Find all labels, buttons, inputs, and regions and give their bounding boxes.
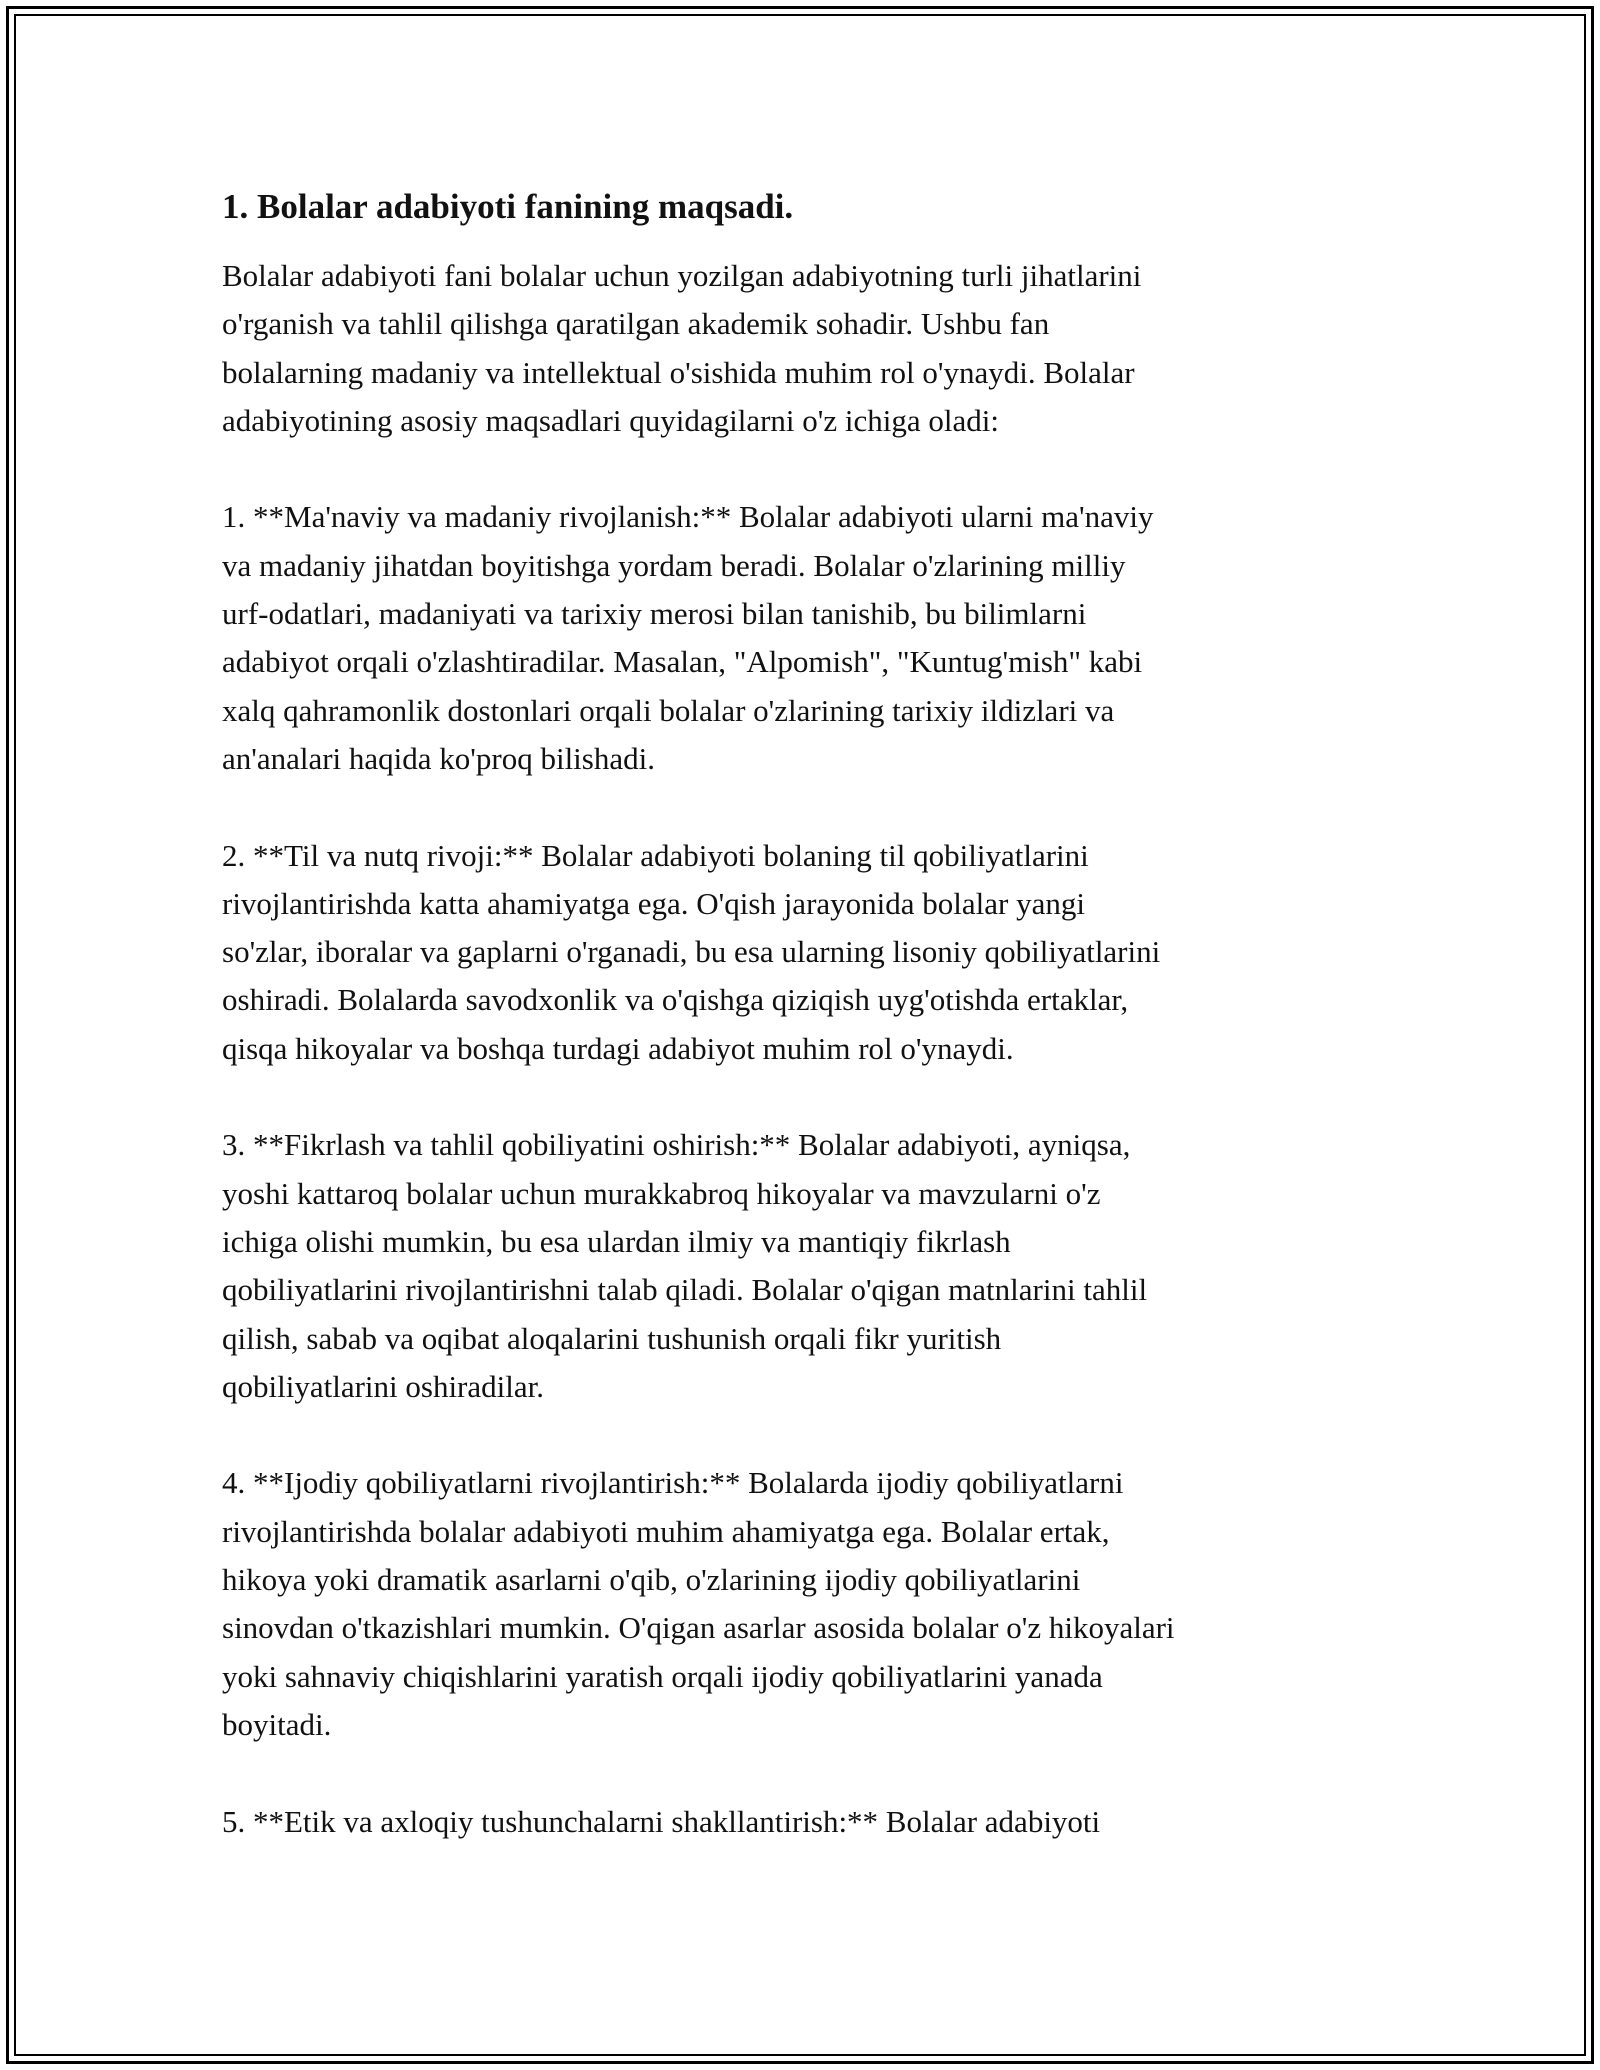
document-body bbox=[222, 184, 1402, 1846]
list-item-2: 2. **Til va nutq rivoji:** Bolalar adabiyoti bolaning til qobiliyatlarini rivojlantirishda katta ahamiyatga ega. O'qish jarayonida bolalar yangi so'zlar, iboralar va gaplarni o'rganadi, bu esa ularning lisoniy qobiliyatlarini oshiradi. Bolalarda savodxonlik va o'qishga qiziqish uyg'otishda ertaklar, qisqa hikoyalar va boshqa turdagi adabiyot muhim rol o'ynaydi. bbox=[222, 837, 1161, 1066]
list-item-3: 3. **Fikrlash va tahlil qobiliyatini oshirish:** Bolalar adabiyoti, ayniqsa, yoshi kattaroq bolalar uchun murakkabroq hikoyalar va mavzularni o'z ichiga olishi mumkin, bu esa ulardan ilmiy va mantiqiy fikrlash qobiliyatlarini rivojlantirishni talab qiladi. Bolalar o'qigan matnlarini tahlil qilish, sabab va oqibat aloqalarini tushunish orqali fikr yuritish qobiliyatlarini oshiradilar. bbox=[222, 1127, 1148, 1404]
list-item-5: 5. **Etik va axloqiy tushunchalarni shakllantirish:** Bolalar adabiyoti bbox=[222, 1803, 1101, 1839]
list-item-4: 4. **Ijodiy qobiliyatlarni rivojlantirish:** Bolalarda ijodiy qobiliyatlarni rivojlantirishda bolalar adabiyoti muhim ahamiyatga ega. Bolalar ertak, hikoya yoki dramatik asarlarni o'qib, o'zlarining ijodiy qobiliyatlarini sinovdan o'tkazishlari mumkin. O'qigan asarlar asosida bolalar o'z hikoyalari yoki sahnaviy chiqishlarini yaratish orqali ijodiy qobiliyatlarini yanada boyitadi. bbox=[222, 1465, 1175, 1742]
list-item-1: 1. **Ma'naviy va madaniy rivojlanish:** Bolalar adabiyoti ularni ma'naviy va madaniy jihatdan boyitishga yordam beradi. Bolalar o'zlarining milliy urf-odatlari, madaniyati va tarixiy merosi bilan tanishib, bu bilimlarni adabiyot orqali o'zlashtiradilar. Masalan, "Alpomish", "Kuntug'mish" kabi xalq qahramonlik dostonlari orqali bolalar o'zlarining tarixiy ildizlari va an'analari haqida ko'proq bilishadi. bbox=[222, 499, 1154, 776]
intro-paragraph: Bolalar adabiyoti fani bolalar uchun yozilgan adabiyotning turli jihatlarini o'rganish va tahlil qilishga qaratilgan akademik sohadir. Ushbu fan bolalarning madaniy va intellektual o'sishida muhim rol o'ynaydi. Bolalar adabiyotining asosiy maqsadlari quyidagilarni o'z ichiga oladi: bbox=[222, 258, 1142, 438]
section-heading: 1. Bolalar adabiyoti fanining maqsadi. bbox=[222, 187, 794, 226]
